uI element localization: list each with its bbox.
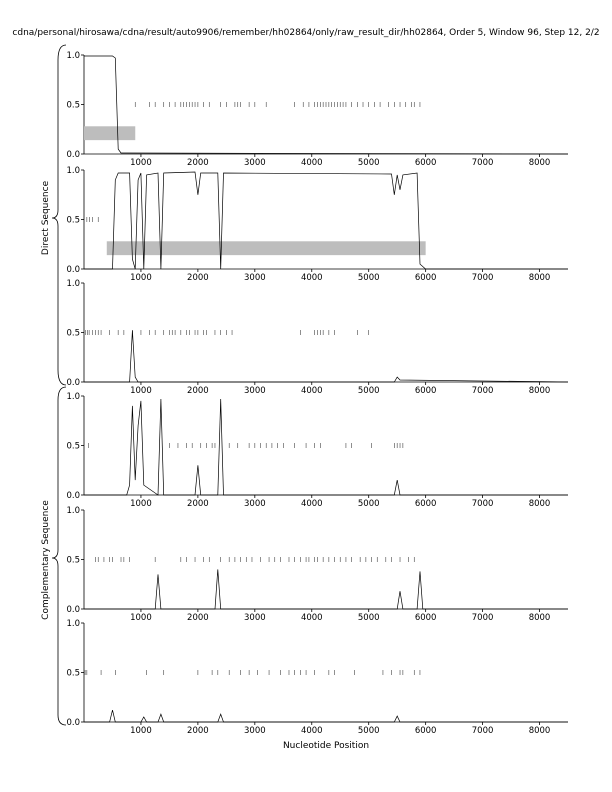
- y-tick-label: 0.5: [66, 328, 80, 339]
- x-tick-label: 4000: [300, 273, 323, 283]
- panels: [66, 51, 568, 736]
- chart-title: cdna/personal/hirosawa/cdna/result/auto9906/remember/hh02864/only/raw_result_dir/hh02864, Order 5, Window 96, Step 12, 2/2: [12, 28, 600, 38]
- y-tick-label: 0.5: [66, 215, 80, 226]
- x-tick-label: 2000: [187, 499, 209, 509]
- x-tick-label: 3000: [244, 273, 266, 283]
- y-tick-label: 1.0: [66, 51, 80, 61]
- x-tick-label: 1000: [130, 726, 152, 736]
- y-tick-label: 1.0: [66, 166, 80, 176]
- x-tick-label: 4000: [300, 613, 323, 623]
- panel-6: [66, 619, 568, 736]
- x-tick-label: 2000: [187, 386, 209, 396]
- x-tick-label: 5000: [357, 499, 380, 509]
- orf-bar: [107, 241, 426, 255]
- panel-4: [66, 392, 568, 509]
- y-tick-label: 1.0: [66, 619, 80, 629]
- group-label-direct: Direct Sequence: [41, 180, 51, 256]
- x-tick-label: 6000: [414, 499, 437, 509]
- x-tick-label: 1000: [130, 386, 152, 396]
- x-tick-label: 2000: [187, 273, 209, 283]
- group-label-complementary: Complementary Sequence: [41, 500, 51, 620]
- x-tick-label: 8000: [528, 613, 551, 623]
- panel-1: [66, 51, 568, 168]
- y-tick-label: 0.0: [66, 150, 80, 160]
- x-tick-label: 2000: [187, 726, 209, 736]
- x-tick-label: 4000: [300, 499, 323, 509]
- x-tick-label: 6000: [414, 273, 437, 283]
- x-tick-label: 3000: [244, 499, 266, 509]
- x-tick-label: 2000: [187, 613, 209, 623]
- x-tick-label: 8000: [528, 386, 551, 396]
- x-tick-label: 7000: [471, 726, 494, 736]
- y-tick-label: 1.0: [66, 392, 80, 402]
- panel-3: [66, 279, 568, 396]
- x-tick-label: 4000: [300, 386, 323, 396]
- panel-5: [66, 506, 568, 623]
- x-tick-label: 6000: [414, 386, 437, 396]
- series-line: [84, 569, 568, 609]
- x-tick-label: 8000: [528, 273, 551, 283]
- y-tick-label: 0.5: [66, 555, 80, 566]
- x-tick-label: 8000: [528, 499, 551, 509]
- x-tick-label: 7000: [471, 158, 494, 168]
- x-tick-label: 5000: [357, 613, 380, 623]
- x-tick-label: 3000: [244, 158, 266, 168]
- panel-2: [66, 166, 568, 283]
- y-tick-label: 0.0: [66, 718, 80, 728]
- y-tick-label: 0.0: [66, 491, 80, 501]
- x-tick-label: 3000: [244, 613, 266, 623]
- y-tick-label: 1.0: [66, 279, 80, 289]
- y-tick-label: 0.0: [66, 378, 80, 388]
- y-tick-label: 0.0: [66, 265, 80, 275]
- x-tick-label: 2000: [187, 158, 209, 168]
- x-tick-label: 4000: [300, 726, 323, 736]
- x-tick-label: 6000: [414, 726, 437, 736]
- y-tick-label: 0.5: [66, 441, 80, 452]
- series-line: [84, 399, 568, 495]
- x-tick-label: 6000: [414, 613, 437, 623]
- y-tick-label: 1.0: [66, 506, 80, 516]
- x-axis-label: Nucleotide Position: [282, 741, 370, 751]
- y-tick-label: 0.5: [66, 100, 80, 111]
- x-tick-label: 7000: [471, 386, 494, 396]
- series-line: [84, 331, 568, 383]
- complementary-brace: [52, 387, 66, 725]
- x-tick-label: 5000: [357, 726, 380, 736]
- x-tick-label: 7000: [471, 499, 494, 509]
- orf-bar: [84, 126, 135, 140]
- x-tick-label: 7000: [471, 273, 494, 283]
- x-tick-label: 3000: [244, 726, 266, 736]
- x-tick-label: 1000: [130, 499, 152, 509]
- y-tick-label: 0.0: [66, 605, 80, 615]
- x-tick-label: 7000: [471, 613, 494, 623]
- x-tick-label: 8000: [528, 158, 551, 168]
- x-tick-label: 4000: [300, 158, 323, 168]
- direct-brace: [52, 45, 66, 385]
- x-tick-label: 5000: [357, 158, 380, 168]
- series-line: [84, 710, 568, 722]
- x-tick-label: 6000: [414, 158, 437, 168]
- x-tick-label: 3000: [244, 386, 266, 396]
- x-tick-label: 1000: [130, 273, 152, 283]
- x-tick-label: 1000: [130, 158, 152, 168]
- x-tick-label: 5000: [357, 273, 380, 283]
- x-tick-label: 1000: [130, 613, 152, 623]
- y-tick-label: 0.5: [66, 668, 80, 679]
- x-tick-label: 5000: [357, 386, 380, 396]
- x-tick-label: 8000: [528, 726, 551, 736]
